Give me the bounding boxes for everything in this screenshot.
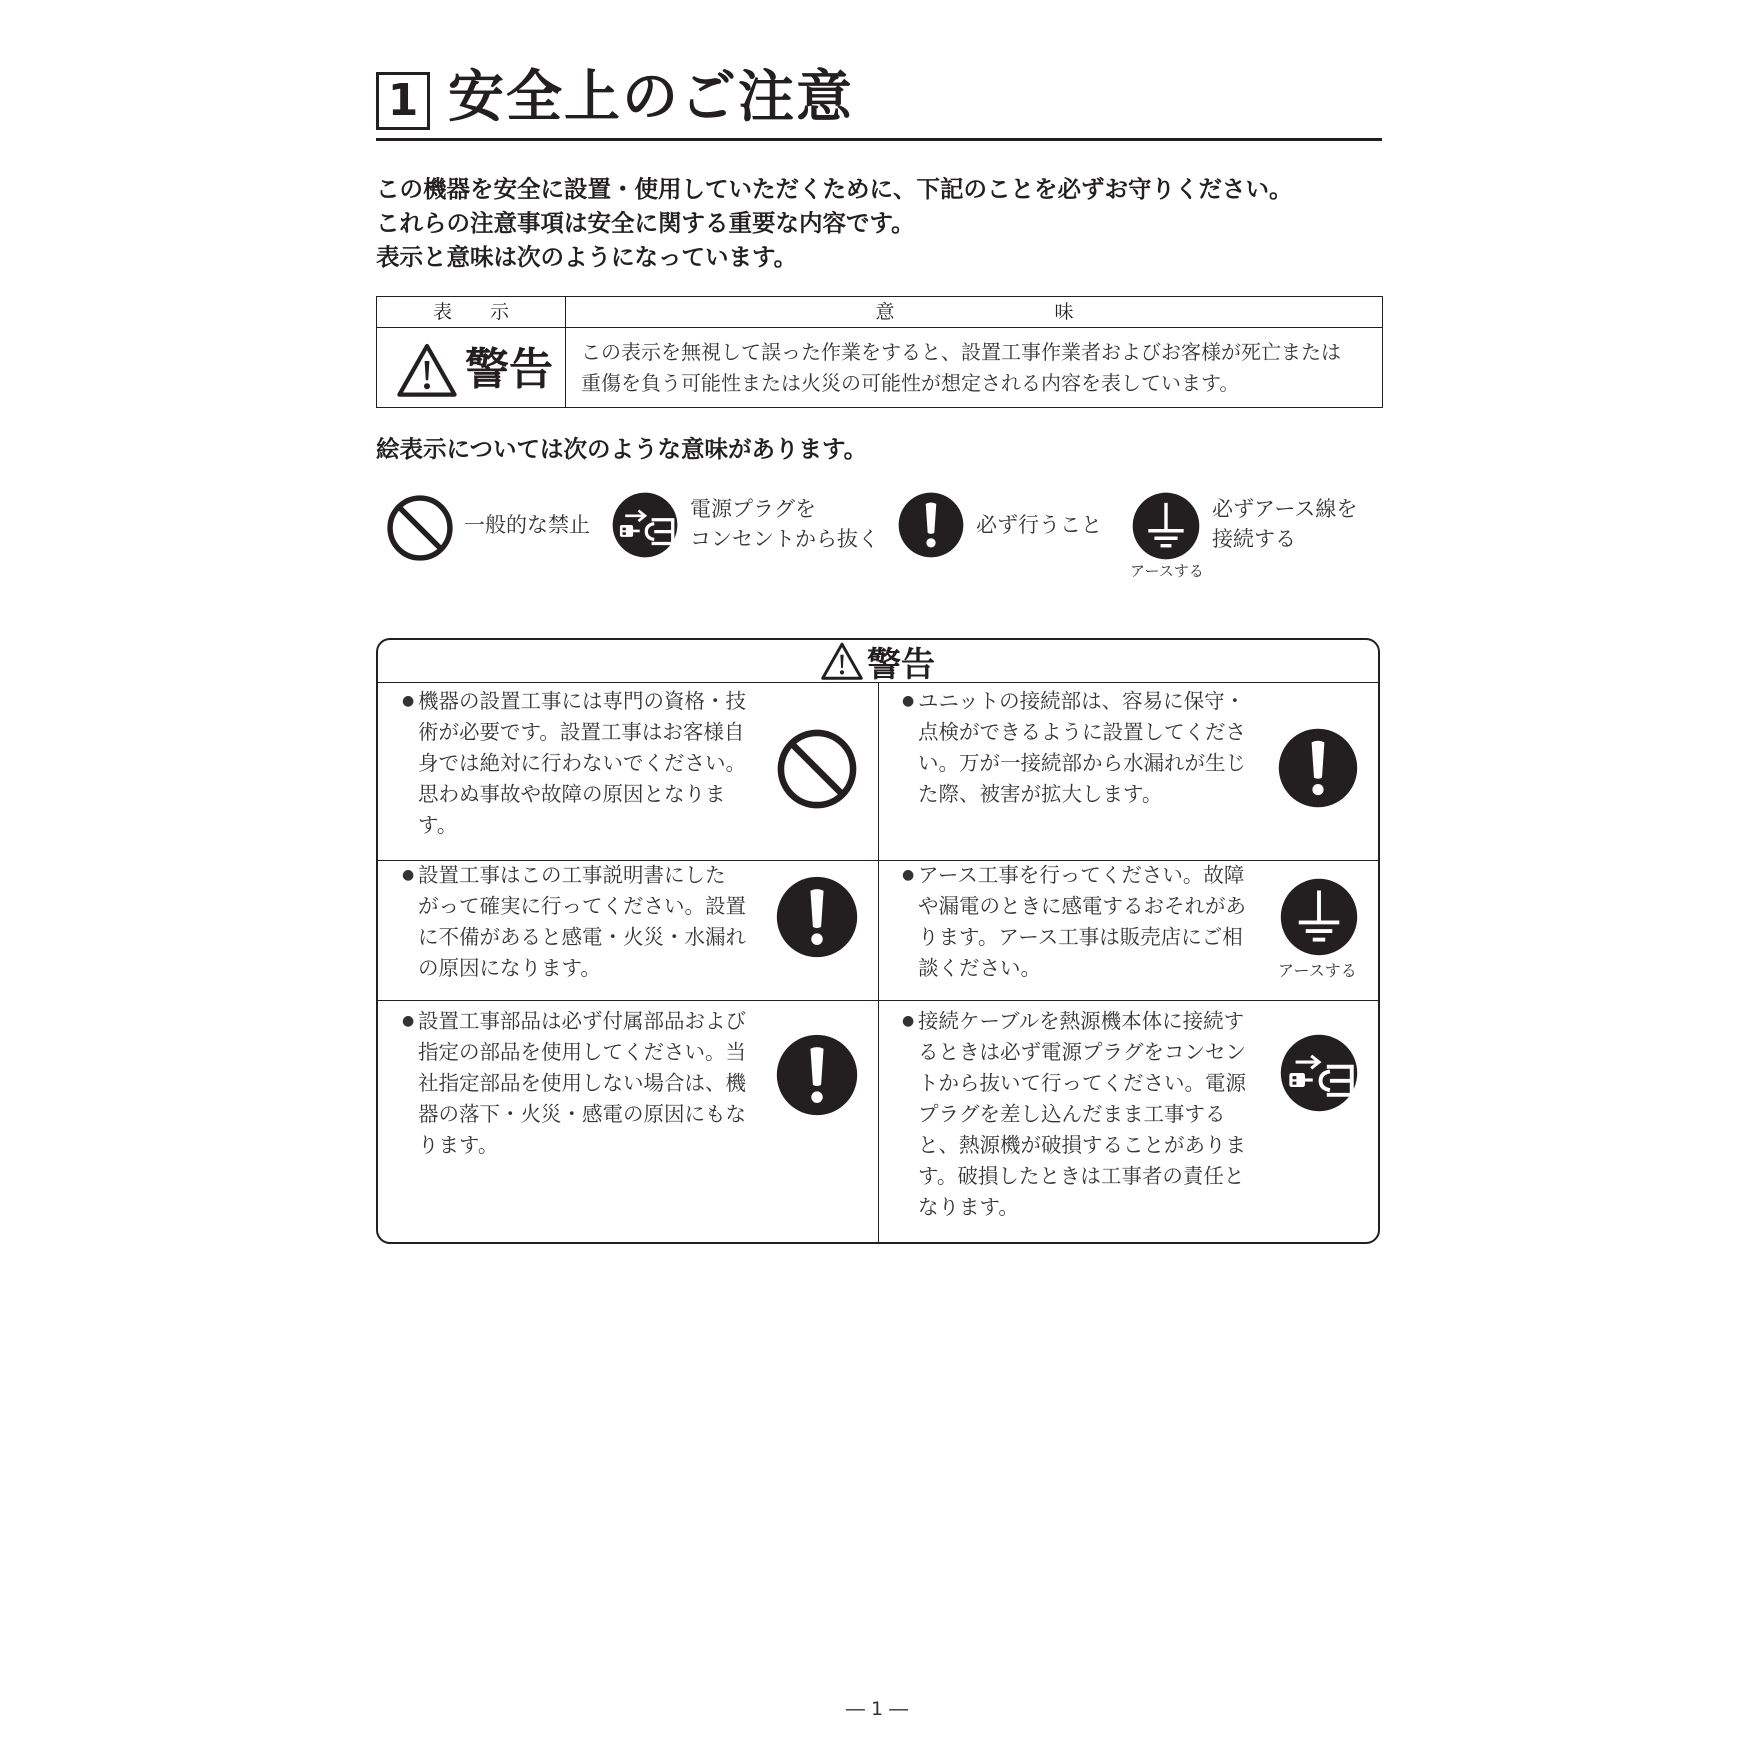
pictogram-caption: アースする: [1130, 562, 1204, 580]
earth-icon: [1132, 492, 1200, 560]
section-number: 1: [376, 72, 430, 130]
warning-item-text: ● 設置工事はこの工事説明書にした がって確実に行ってください。設置 に不備があると感電・火災・水漏れ の原因になります。: [402, 863, 746, 980]
warning-item-icon: [1280, 878, 1358, 960]
mandatory-icon: [898, 492, 964, 558]
prohibition-icon: [776, 728, 858, 810]
section-heading: [376, 64, 1382, 141]
warning-box-title-text: 警告: [867, 644, 935, 685]
pictogram-prohibition: [386, 494, 454, 566]
warning-label: [397, 343, 553, 397]
warning-box: [376, 638, 1380, 1244]
pictogram-label: 必ず行うこと: [976, 513, 1102, 537]
warning-item-text: ● 設置工事部品は必ず付属部品および 指定の部品を使用してください。当 社指定部品を使用しない場合は、機 器の落下・火災・感電の原因にもな ります。: [402, 1009, 746, 1157]
mandatory-icon: [776, 876, 858, 958]
pictogram-unplug: [612, 492, 678, 562]
mandatory-icon: [776, 1034, 858, 1116]
pictogram-label: 一般的な禁止: [464, 513, 590, 537]
warning-item-text: ● 機器の設置工事には専門の資格・技 術が必要です。設置工事はお客様自 身では絶対に行わないでください。 思わぬ事故や故障の原因となりま す。: [402, 689, 746, 837]
pictogram-label: 電源プラグを: [690, 497, 816, 521]
warning-item-icon: [776, 728, 858, 814]
unplug-icon: [1280, 1034, 1358, 1112]
warning-triangle-icon: [397, 343, 457, 397]
warning-item-icon: [1280, 1034, 1358, 1116]
warning-meaning: [581, 337, 1381, 399]
meaning-line: この表示を無視して誤った作業をすると、設置工事作業者およびお客様が死亡または: [581, 340, 1341, 364]
page-number: ― 1 ―: [845, 1698, 909, 1720]
prohibition-icon: [386, 494, 454, 562]
warning-item-icon: [776, 1034, 858, 1120]
pictogram-mandatory: [898, 492, 964, 562]
pictogram-earth: [1132, 492, 1200, 564]
warning-text: 警告: [465, 344, 553, 395]
pictogram-intro: 絵表示については次のような意味があります。: [376, 435, 868, 463]
intro-line-3: 表示と意味は次のようになっています。: [376, 243, 798, 271]
earth-icon: [1280, 878, 1358, 956]
intro-line-1: この機器を安全に設置・使用していただくために、下記のことを必ずお守りください。: [376, 175, 1293, 203]
warning-item-icon: [776, 876, 858, 962]
page-title: 安全上のご注意: [448, 65, 854, 130]
pictogram-label: 接続する: [1212, 527, 1296, 551]
warning-item-text: ● アース工事を行ってください。故障 や漏電のときに感電するおそれがあ ります。アース工事は販売店にご相 談ください。: [902, 863, 1246, 980]
col-display-header: 表示: [432, 301, 547, 323]
legend-table: [376, 296, 1383, 408]
mandatory-icon: [1278, 728, 1358, 808]
pictogram-label: 必ずアース線を: [1212, 497, 1358, 521]
warning-item-text: ● 接続ケーブルを熱源機本体に接続す るときは必ず電源プラグをコンセン トから抜いて行ってください。電源 プラグを差し込んだまま工事する と、熱源機が破損することがありま す。破損したときは工事者の責任と なります。: [902, 1009, 1246, 1219]
intro-line-2: これらの注意事項は安全に関する重要な内容です。: [376, 209, 915, 237]
earth-caption: アースする: [1278, 961, 1357, 980]
unplug-icon: [612, 492, 678, 558]
warning-box-title: [378, 640, 1378, 683]
pictogram-label: コンセントから抜く: [690, 527, 879, 551]
warning-item-icon: [1278, 728, 1358, 812]
warning-item-text: ● ユニットの接続部は、容易に保守・ 点検ができるように設置してくださ い。万が一接続部から水漏れが生じ た際、被害が拡大します。: [902, 689, 1246, 806]
warning-triangle-icon: [821, 642, 863, 680]
col-meaning-header: 意味: [875, 301, 1234, 323]
meaning-line: 重傷を負う可能性または火災の可能性が想定される内容を表しています。: [581, 371, 1240, 395]
